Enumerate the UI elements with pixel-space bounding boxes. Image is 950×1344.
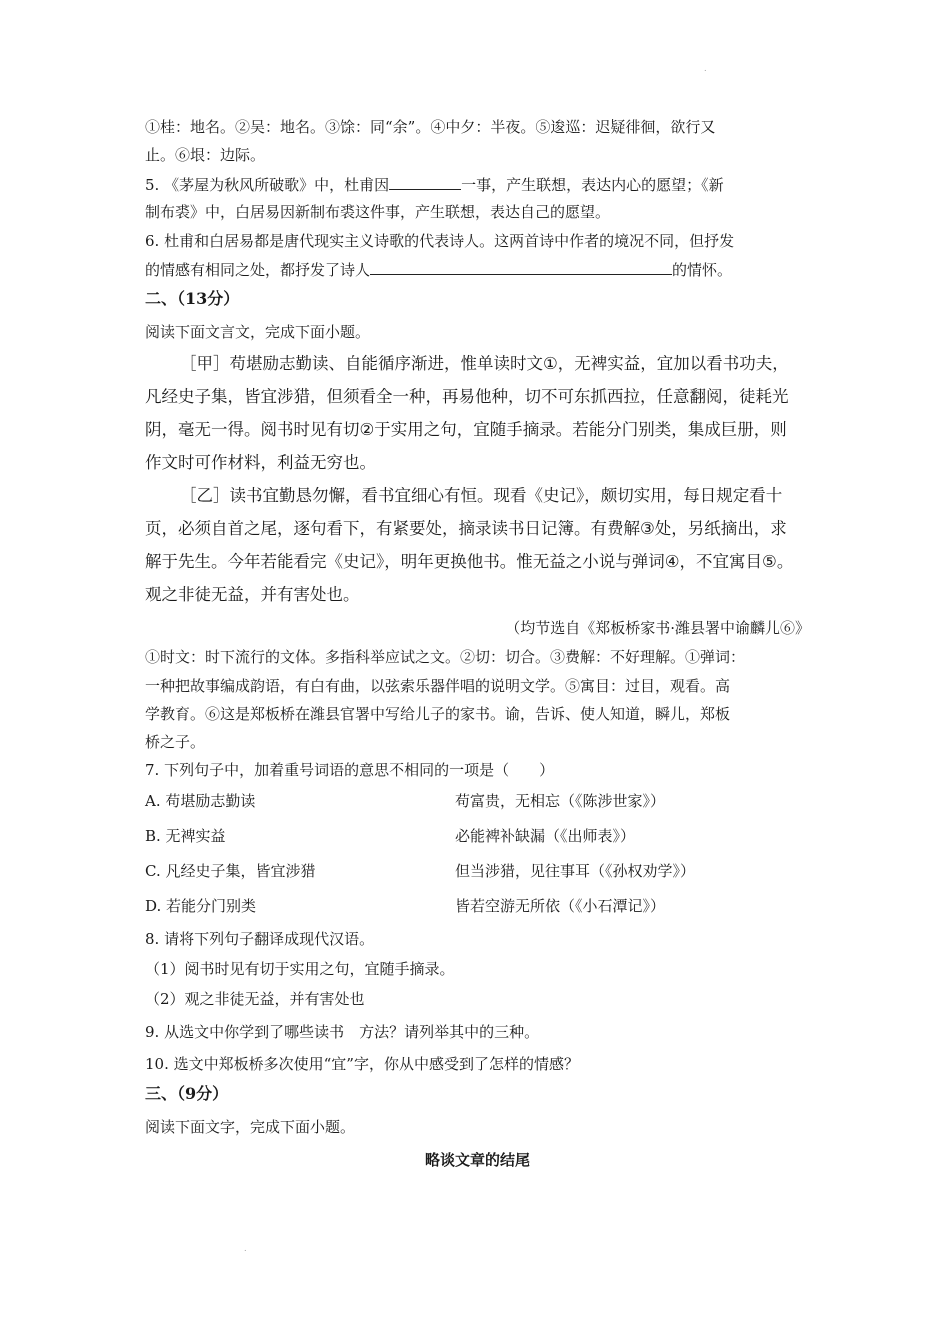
question-7-stem: 7. 下列句子中，加着重号词语的意思不相同的一项是（ ） [145, 761, 555, 779]
section-3-intro: 阅读下面文字，完成下面小题。 [145, 1118, 356, 1136]
question-6-line-1: 6. 杜甫和白居易都是唐代现实主义诗歌的代表诗人。这两首诗中作者的境况不同，但抒发 [145, 232, 735, 250]
section-2-intro: 阅读下面文言文，完成下面小题。 [145, 323, 371, 341]
answer-blank-q6[interactable] [370, 259, 672, 275]
annotation-line-4: 桥之子。 [145, 733, 206, 751]
answer-blank-q5[interactable] [389, 174, 461, 190]
passage-jia-line-1: ［甲］苟堪励志勤读、自能循序渐进，惟单读时文①，无裨实益，宜加以看书功夫， [180, 354, 789, 373]
annotation-line-2: 一种把故事编成韵语，有白有曲，以弦索乐器伴唱的说明文学。⑤寓目：过目，观看。高 [145, 677, 731, 695]
option-a-right: 苟富贵，无相忘（《陈涉世家》） [455, 792, 666, 810]
option-c-right: 但当涉猎，见往事耳（《孙权劝学》） [455, 862, 696, 880]
question-8-sentence-2: （2）观之非徒无益，并有害处也 [145, 990, 365, 1008]
option-d-right: 皆若空游无所依（《小石潭记》） [455, 897, 666, 915]
notes-line-2: 止。⑥垠：边际。 [145, 146, 266, 164]
question-10: 10. 选文中郑板桥多次使用“宜”字，你从中感受到了怎样的情感？ [145, 1055, 579, 1073]
option-b-right: 必能裨补缺漏（《出师表》） [455, 827, 636, 845]
question-9: 9. 从选文中你学到了哪些读书 方法？请列举其中的三种。 [145, 1023, 540, 1041]
question-5-text-a: 5. 《茅屋为秋风所破歌》中，杜甫因 [145, 176, 390, 194]
passage-jia-line-4: 作文时可作材料，利益无穷也。 [145, 453, 376, 472]
question-5-line-2: 制布裘》中，白居易因新制布裘这件事，产生联想，表达自己的愿望。 [145, 203, 611, 221]
question-6-text-b: 的情怀。 [672, 261, 733, 279]
option-c-left[interactable]: C. 凡经史子集，皆宜涉猎 [145, 862, 316, 880]
section-2-heading: 二、（13分） [145, 289, 240, 308]
top-dot: . [704, 64, 707, 73]
option-d-left[interactable]: D. 若能分门别类 [145, 897, 257, 915]
passage-source: （均节选自《郑板桥家书·潍县署中谕麟儿⑥》 [505, 619, 810, 637]
question-6-text-a: 的情感有相同之处，都抒发了诗人 [145, 261, 371, 279]
passage-yi-line-4: 观之非徒无益，并有害处也。 [145, 585, 360, 604]
bottom-dot: . [244, 1244, 247, 1253]
passage-yi-line-2: 页，必须自首之尾，逐句看下，有紧要处，摘录读书日记簿。有费解③处，另纸摘出，求 [145, 519, 787, 538]
passage-yi-line-3: 解于先生。今年若能看完《史记》，明年更换他书。惟无益之小说与弹词④，不宜寓目⑤。 [145, 552, 794, 571]
question-5-text-b: 一事，产生联想，表达内心的愿望；《新 [461, 176, 724, 194]
question-5-line-1 [145, 174, 810, 195]
question-8-sentence-1: （1）阅书时见有切于实用之句，宜随手摘录。 [145, 960, 455, 978]
question-6-line-2 [145, 259, 810, 280]
section-3-heading: 三、（9分） [145, 1084, 229, 1103]
passage-jia-line-3: 阴，毫无一得。阅书时见有切②于实用之句，宜随手摘录。若能分门别类，集成巨册，则 [145, 420, 787, 439]
notes-line-1: ①桂：地名。②吴：地名。③馀：同“余”。④中夕：半夜。⑤逡巡：迟疑徘徊，欲行又 [145, 118, 716, 136]
option-b-left[interactable]: B. 无裨实益 [145, 827, 226, 845]
annotation-line-3: 学教育。⑥这是郑板桥在潍县官署中写给儿子的家书。谕，告诉、使人知道，瞬儿，郑板 [145, 705, 731, 723]
question-8-stem: 8. 请将下列句子翻译成现代汉语。 [145, 930, 375, 948]
passage-jia-line-2: 凡经史子集，皆宜涉猎，但须看全一种，再易他种，切不可东抓西拉，任意翻阅，徒耗光 [145, 387, 789, 406]
article-title: 略谈文章的结尾 [424, 1151, 530, 1169]
passage-yi-line-1: ［乙］读书宜勤恳勿懈，看书宜细心有恒。现看《史记》，颇切实用，每日规定看十 [180, 486, 783, 505]
annotation-line-1: ①时文：时下流行的文体。多指科举应试之文。②切：切合。③费解：不好理解。①弹词： [145, 648, 746, 666]
option-a-left[interactable]: A. 苟堪励志勤读 [145, 792, 256, 810]
